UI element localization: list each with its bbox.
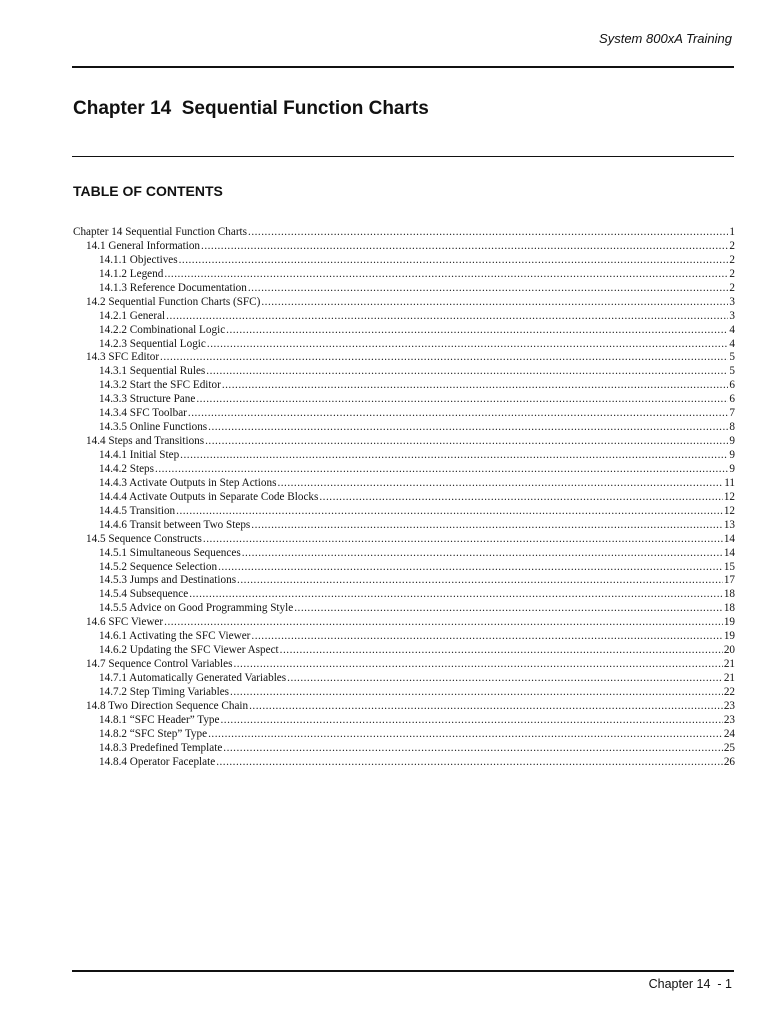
- toc-entry[interactable]: [73, 393, 735, 407]
- toc-entry-page-number: 12: [723, 504, 735, 517]
- toc-entry[interactable]: [73, 644, 735, 658]
- footer-rule: [72, 970, 734, 972]
- toc-entry[interactable]: [73, 310, 735, 324]
- toc-dot-leader: [155, 463, 728, 477]
- toc-dot-leader: [226, 324, 728, 338]
- toc-entry-title: 14.8.3 Predefined Template: [99, 741, 223, 754]
- toc-entry-title: 14.4.5 Transition: [99, 504, 176, 517]
- toc-entry-page-number: 19: [723, 630, 735, 643]
- toc-entry-page-number: 21: [723, 672, 735, 684]
- toc-dot-leader: [248, 226, 728, 240]
- toc-entry-title: 14.4.6 Transit between Two Steps: [99, 518, 251, 531]
- toc-entry[interactable]: [73, 477, 735, 491]
- toc-entry-title: 14.4.1 Initial Step: [99, 449, 180, 461]
- toc-entry[interactable]: [73, 561, 735, 575]
- toc-entry-page-number: 3: [729, 295, 735, 308]
- toc-dot-leader: [277, 477, 723, 491]
- toc-dot-leader: [230, 686, 723, 700]
- toc-entry-page-number: 7: [729, 407, 735, 420]
- toc-dot-leader: [206, 365, 728, 379]
- toc-entry[interactable]: [73, 630, 735, 644]
- chapter-title: Chapter 14 Sequential Function Charts: [73, 98, 429, 119]
- toc-dot-leader: [196, 393, 728, 407]
- toc-dot-leader: [222, 379, 729, 393]
- toc-dot-leader: [237, 574, 723, 588]
- toc-entry-page-number: 18: [723, 602, 735, 615]
- toc-heading: TABLE OF CONTENTS: [73, 183, 223, 199]
- toc-entry-page-number: 9: [729, 449, 735, 461]
- toc-entry-page-number: 25: [723, 741, 735, 754]
- toc-entry-title: 14.8.1 “SFC Header” Type: [99, 713, 220, 726]
- toc-entry[interactable]: [73, 547, 735, 561]
- toc-entry[interactable]: [73, 616, 735, 630]
- toc-entry[interactable]: [73, 519, 735, 533]
- toc-dot-leader: [160, 351, 728, 365]
- toc-entry[interactable]: [73, 351, 735, 365]
- toc-entry[interactable]: [73, 254, 735, 268]
- toc-dot-leader: [207, 338, 729, 352]
- toc-entry-title: 14.2.2 Combinational Logic: [99, 323, 226, 336]
- toc-entry[interactable]: [73, 756, 735, 770]
- toc-entry-title: 14.2.1 General: [99, 309, 166, 322]
- toc-dot-leader: [242, 547, 723, 561]
- toc-dot-leader: [251, 519, 723, 533]
- toc-entry-page-number: 4: [729, 337, 735, 350]
- toc-entry-title: 14.3.2 Start the SFC Editor: [99, 379, 221, 392]
- toc-entry-title: 14.1 General Information: [86, 239, 201, 252]
- toc-entry-title: 14.7.2 Step Timing Variables: [99, 685, 230, 698]
- toc-entry[interactable]: [73, 728, 735, 742]
- toc-entry-page-number: 20: [723, 644, 735, 657]
- toc-entry[interactable]: [73, 365, 735, 379]
- toc-entry-page-number: 2: [729, 253, 735, 266]
- toc-entry-title: 14.2.3 Sequential Logic: [99, 337, 206, 350]
- toc-entry-page-number: 14: [723, 546, 735, 559]
- page-footer: Chapter 14 - 1: [648, 977, 732, 991]
- toc-entry-title: 14.1.1 Objectives: [99, 253, 178, 266]
- toc-dot-leader: [189, 588, 723, 602]
- toc-dot-leader: [319, 491, 722, 505]
- toc-entry[interactable]: [73, 491, 735, 505]
- toc-entry-title: 14.4 Steps and Transitions: [86, 435, 205, 448]
- toc-dot-leader: [164, 616, 723, 630]
- toc-dot-leader: [223, 742, 723, 756]
- toc-entry-title: 14.2 Sequential Function Charts (SFC): [86, 295, 261, 308]
- toc-entry-title: 14.3 SFC Editor: [86, 351, 160, 364]
- toc-entry-title: 14.7 Sequence Control Variables: [86, 658, 233, 671]
- toc-entry-page-number: 9: [729, 435, 735, 448]
- toc-entry[interactable]: [73, 714, 735, 728]
- toc-entry[interactable]: [73, 421, 735, 435]
- toc-entry-title: 14.4.4 Activate Outputs in Separate Code Blocks: [99, 490, 319, 503]
- title-rule: [72, 156, 734, 157]
- toc-entry-title: 14.8.4 Operator Faceplate: [99, 755, 216, 768]
- toc-entry[interactable]: [73, 449, 735, 463]
- toc-entry-title: 14.5.2 Sequence Selection: [99, 560, 218, 573]
- toc-dot-leader: [294, 602, 723, 616]
- toc-dot-leader: [176, 505, 723, 519]
- toc-entry-title: 14.8.2 “SFC Step” Type: [99, 727, 208, 740]
- toc-dot-leader: [249, 700, 723, 714]
- toc-entry-page-number: 9: [729, 462, 735, 475]
- toc-entry-page-number: 6: [729, 393, 735, 406]
- toc-entry-title: 14.3.3 Structure Pane: [99, 393, 196, 406]
- toc-entry-page-number: 17: [723, 574, 735, 587]
- toc-dot-leader: [280, 644, 723, 658]
- toc-dot-leader: [287, 672, 723, 686]
- toc-entry-page-number: 23: [723, 699, 735, 712]
- toc-entry-page-number: 22: [723, 685, 735, 698]
- header-rule: [72, 66, 734, 68]
- toc-entry-title: 14.5.1 Simultaneous Sequences: [99, 546, 241, 559]
- toc-entry-title: 14.7.1 Automatically Generated Variables: [99, 672, 287, 684]
- toc-entry[interactable]: [73, 686, 735, 700]
- toc-dot-leader: [164, 268, 728, 282]
- toc-entry-page-number: 2: [729, 239, 735, 252]
- toc-entry-page-number: 2: [729, 281, 735, 294]
- toc-entry-title: Chapter 14 Sequential Function Charts: [73, 226, 248, 238]
- toc-entry[interactable]: [73, 658, 735, 672]
- toc-entry-page-number: 4: [729, 323, 735, 336]
- toc-entry-title: 14.3.1 Sequential Rules: [99, 365, 206, 378]
- toc-dot-leader: [166, 310, 728, 324]
- toc-entry[interactable]: [73, 324, 735, 338]
- toc-entry[interactable]: [73, 742, 735, 756]
- toc-entry-title: 14.5.4 Subsequence: [99, 588, 189, 601]
- toc-entry[interactable]: [73, 226, 735, 240]
- toc-entry[interactable]: [73, 282, 735, 296]
- toc-dot-leader: [233, 658, 722, 672]
- toc-entry-page-number: 24: [723, 727, 735, 740]
- toc-entry-page-number: 2: [729, 267, 735, 280]
- toc-entry-page-number: 21: [723, 658, 735, 671]
- toc-entry[interactable]: [73, 602, 735, 616]
- toc-dot-leader: [188, 407, 729, 421]
- toc-dot-leader: [201, 240, 728, 254]
- toc-entry[interactable]: [73, 672, 735, 686]
- toc-dot-leader: [179, 254, 729, 268]
- toc-entry[interactable]: [73, 268, 735, 282]
- toc-entry-page-number: 26: [723, 755, 735, 768]
- toc-entry-page-number: 5: [729, 365, 735, 378]
- toc-entry-title: 14.6.1 Activating the SFC Viewer: [99, 630, 251, 643]
- toc-entry-page-number: 23: [723, 713, 735, 726]
- toc-dot-leader: [221, 714, 723, 728]
- toc-entry[interactable]: [73, 463, 735, 477]
- toc-entry[interactable]: [73, 533, 735, 547]
- toc-dot-leader: [248, 282, 729, 296]
- toc-entry[interactable]: [73, 407, 735, 421]
- toc-entry[interactable]: [73, 296, 735, 310]
- toc-entry-title: 14.3.5 Online Functions: [99, 421, 208, 434]
- table-of-contents: [73, 226, 735, 770]
- toc-entry-title: 14.1.2 Legend: [99, 267, 164, 280]
- toc-dot-leader: [208, 728, 723, 742]
- toc-entry-page-number: 11: [724, 476, 735, 489]
- toc-entry-title: 14.6 SFC Viewer: [86, 616, 164, 629]
- toc-entry-title: 14.5 Sequence Constructs: [86, 532, 202, 545]
- toc-entry-page-number: 15: [723, 560, 735, 573]
- toc-entry[interactable]: [73, 240, 735, 254]
- toc-entry[interactable]: [73, 379, 735, 393]
- toc-entry-title: 14.8 Two Direction Sequence Chain: [86, 699, 249, 712]
- toc-entry-page-number: 3: [729, 309, 735, 322]
- toc-dot-leader: [261, 296, 728, 310]
- toc-dot-leader: [208, 421, 728, 435]
- toc-entry-page-number: 14: [723, 532, 735, 545]
- toc-entry[interactable]: [73, 505, 735, 519]
- toc-dot-leader: [180, 449, 728, 463]
- toc-entry-title: 14.4.2 Steps: [99, 462, 155, 475]
- toc-dot-leader: [216, 756, 723, 770]
- toc-entry-page-number: 8: [729, 421, 735, 434]
- toc-dot-leader: [251, 630, 722, 644]
- toc-entry-title: 14.1.3 Reference Documentation: [99, 281, 247, 294]
- toc-entry[interactable]: [73, 338, 735, 352]
- toc-entry[interactable]: [73, 588, 735, 602]
- toc-entry[interactable]: [73, 700, 735, 714]
- toc-dot-leader: [218, 561, 723, 575]
- toc-entry-page-number: 6: [729, 379, 735, 392]
- toc-dot-leader: [205, 435, 728, 449]
- toc-entry-title: 14.6.2 Updating the SFC Viewer Aspect: [99, 644, 279, 657]
- toc-dot-leader: [203, 533, 723, 547]
- toc-entry[interactable]: [73, 574, 735, 588]
- toc-entry-title: 14.5.5 Advice on Good Programming Style: [99, 602, 294, 615]
- toc-entry-title: 14.5.3 Jumps and Destinations: [99, 574, 237, 587]
- running-header: System 800xA Training: [599, 31, 732, 46]
- toc-entry-page-number: 13: [723, 518, 735, 531]
- toc-entry-title: 14.4.3 Activate Outputs in Step Actions: [99, 476, 277, 489]
- toc-entry[interactable]: [73, 435, 735, 449]
- toc-entry-page-number: 1: [729, 226, 735, 238]
- toc-entry-page-number: 12: [723, 490, 735, 503]
- toc-entry-title: 14.3.4 SFC Toolbar: [99, 407, 187, 420]
- toc-entry-page-number: 5: [729, 351, 735, 364]
- toc-entry-page-number: 19: [723, 616, 735, 629]
- toc-entry-page-number: 18: [723, 588, 735, 601]
